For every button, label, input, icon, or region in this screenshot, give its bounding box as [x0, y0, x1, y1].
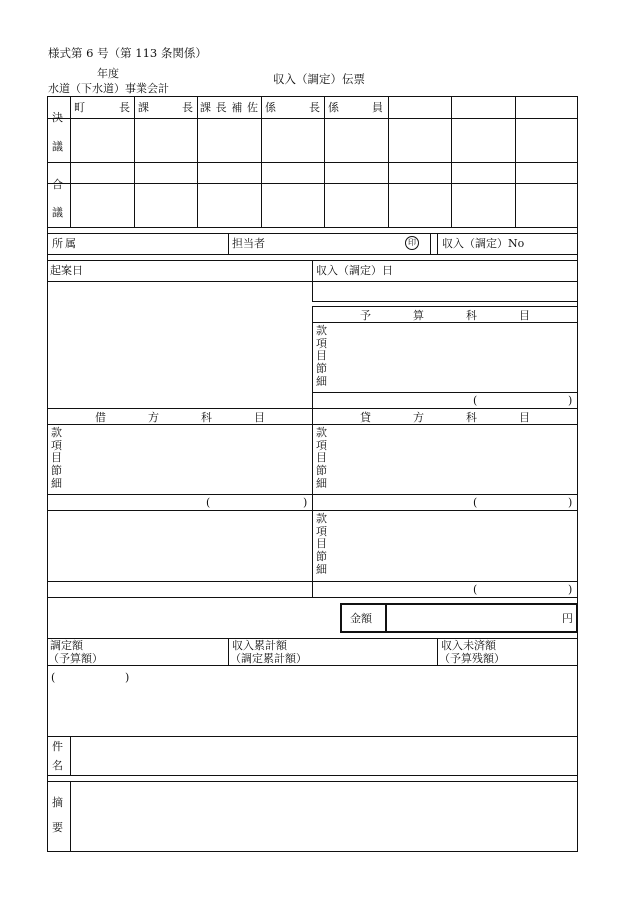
- credit-paren-open: (: [473, 496, 478, 509]
- debit-item-labels: 款 項 目 節 細: [51, 426, 62, 490]
- debit-paren-close: ): [303, 496, 308, 509]
- budget-item-labels: 款 項 目 節 細: [316, 324, 327, 388]
- kessai-label-1: 決: [52, 111, 63, 124]
- seal-mark: 印: [405, 236, 419, 250]
- form-number: 様式第 6 号（第 113 条関係）: [48, 46, 207, 60]
- department-label: 所 属: [52, 237, 76, 250]
- document-title: 収入（調定）伝票: [273, 72, 365, 86]
- credit-paren-close: ): [568, 496, 573, 509]
- subject-label-1: 件: [52, 740, 63, 753]
- unpaid-amount-sublabel: （予算残額）: [439, 652, 505, 665]
- credit2-paren-open: (: [473, 583, 478, 596]
- kessai-label-2: 議: [52, 140, 63, 153]
- approver-unit-chief-header: 係 長: [265, 101, 320, 114]
- cumulative-amount-sublabel: （調定累計額）: [230, 652, 307, 665]
- budget-paren-close: ): [568, 394, 573, 407]
- person-in-charge-label: 担当者: [232, 237, 265, 250]
- cumulative-amount-label: 収入累計額: [232, 639, 287, 652]
- debit-title: 借 方 科 目: [95, 411, 265, 424]
- budget-paren-open: (: [473, 394, 478, 407]
- budget-title: 予 算 科 目: [360, 309, 530, 322]
- approver-mayor-header: 町 長: [74, 101, 130, 114]
- assessed-amount-sublabel: （予算額）: [48, 652, 103, 665]
- approver-deputy-chief-header: 課 長 補 佐: [200, 101, 258, 114]
- receipt-date-label: 収入（調定）日: [316, 264, 393, 277]
- credit-item-labels: 款 項 目 節 細: [316, 426, 327, 490]
- debit-paren-open: (: [206, 496, 211, 509]
- aigi-label-2: 議: [52, 206, 63, 219]
- approver-section-chief-header: 課 長: [138, 101, 193, 114]
- amount-box: [340, 603, 578, 633]
- assessed-paren-close: ): [125, 671, 130, 684]
- credit2-paren-close: ): [568, 583, 573, 596]
- credit-title: 貸 方 科 目: [360, 411, 530, 424]
- assessed-amount-label: 調定額: [50, 639, 83, 652]
- unpaid-amount-label: 収入未済額: [441, 639, 496, 652]
- amount-unit: 円: [562, 612, 573, 625]
- summary-label-1: 摘: [52, 796, 63, 809]
- summary-label-2: 要: [52, 821, 63, 834]
- receipt-number-label: 収入（調定）No: [442, 237, 525, 250]
- subject-label-2: 名: [52, 759, 63, 772]
- credit2-item-labels: 款 項 目 節 細: [316, 512, 327, 576]
- assessed-paren-open: (: [51, 671, 56, 684]
- aigi-label-1: 合: [52, 178, 63, 191]
- amount-label: 金額: [350, 612, 372, 625]
- fiscal-year-label: 年度: [97, 67, 119, 80]
- draft-date-label: 起案日: [50, 264, 83, 277]
- approver-staff-header: 係 員: [328, 101, 383, 114]
- account-name: 水道（下水道）事業会計: [48, 82, 169, 95]
